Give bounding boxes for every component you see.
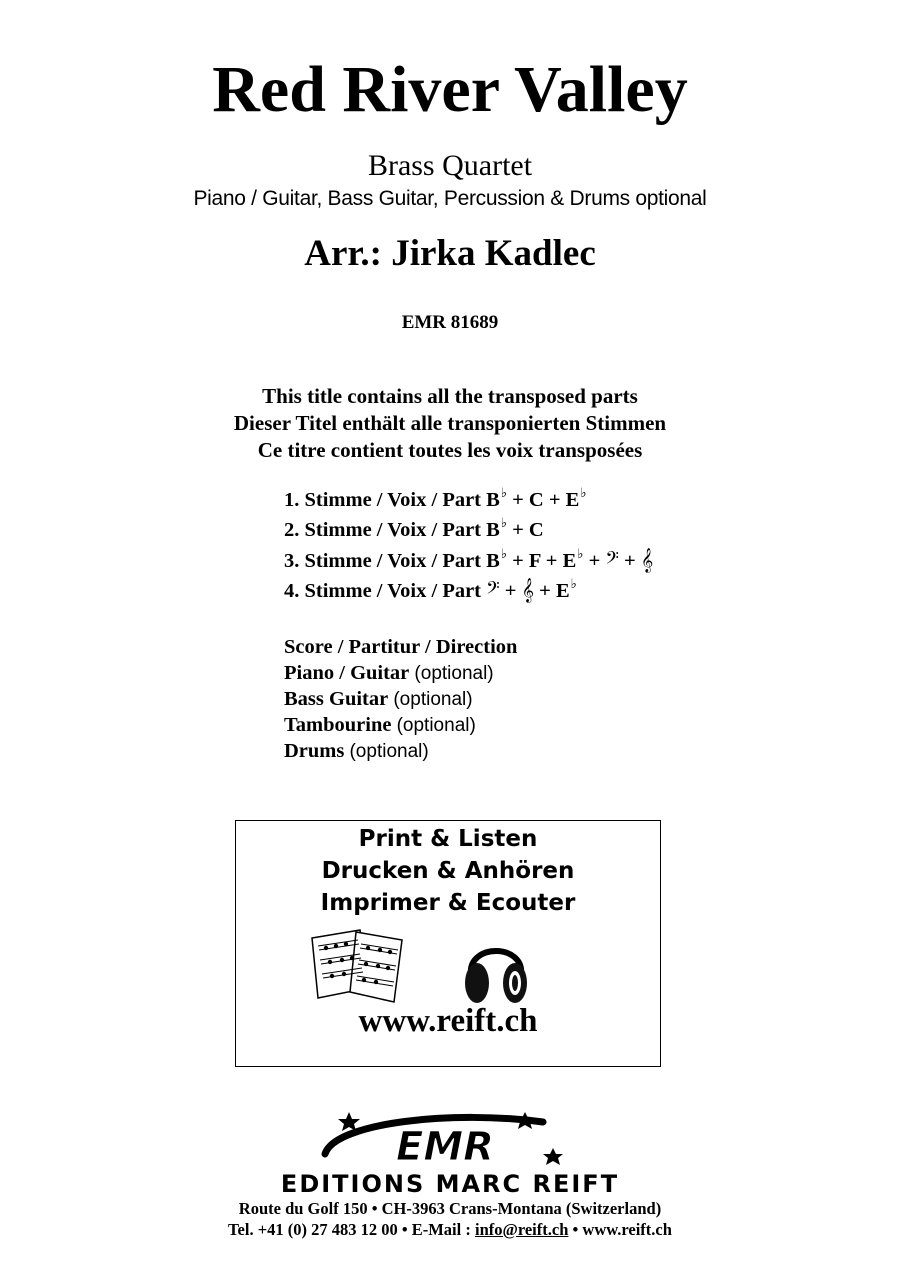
extra-name: Drums <box>284 740 345 762</box>
promo-line: Imprimer & Ecouter <box>320 890 576 916</box>
extra-name: Tambourine <box>284 714 392 736</box>
headphones-icon <box>461 929 531 1009</box>
page-title: Red River Valley <box>212 53 688 126</box>
notice-line-en: This title contains all the transposed parts <box>262 384 638 408</box>
part-label: 1. Stimme / Voix / Part <box>284 489 482 511</box>
email-link[interactable]: info@reift.ch <box>474 1220 569 1239</box>
extra-note: (optional) <box>414 663 494 684</box>
part-label: 3. Stimme / Voix / Part <box>284 550 482 572</box>
extra-item <box>284 738 517 764</box>
extra-name: Bass Guitar <box>284 688 389 710</box>
publisher-contact <box>0 1220 900 1240</box>
emr-logo <box>305 1108 595 1170</box>
part-item <box>284 515 653 545</box>
extra-name: Piano / Guitar <box>284 662 410 684</box>
subtitle: Brass Quartet <box>367 149 533 182</box>
notice-line-de: Dieser Titel enthält alle transponierten Stimmen <box>233 411 667 435</box>
notice-line-fr: Ce titre contient toutes les voix transposées <box>257 438 643 462</box>
promo-lines <box>236 823 660 919</box>
part-keys: B♭ + F + E♭ + 𝄢 + 𝄞 <box>486 547 654 572</box>
promo-line: Print & Listen <box>358 826 538 852</box>
extra-note: (optional) <box>349 741 429 762</box>
contact-website: • www.reift.ch <box>568 1220 672 1239</box>
extra-item <box>284 686 517 712</box>
instrumentation: Piano / Guitar, Bass Guitar, Percussion & Drums optional <box>193 187 707 210</box>
extra-item <box>284 634 517 660</box>
contact-phone: Tel. +41 (0) 27 483 12 00 • E-Mail : <box>228 1220 475 1239</box>
part-keys: 𝄢 + 𝄞 + E♭ <box>486 577 577 602</box>
extra-item <box>284 712 517 738</box>
part-keys: B♭ + C + E♭ <box>486 486 587 511</box>
part-label: 4. Stimme / Voix / Part <box>284 580 482 602</box>
extra-name: Score / Partitur / Direction <box>284 636 518 658</box>
print-listen-box <box>235 820 661 1067</box>
part-keys: B♭ + C <box>486 516 544 541</box>
promo-url: www.reift.ch <box>358 1003 538 1039</box>
extras-list <box>284 634 517 764</box>
part-item <box>284 485 653 515</box>
logo-text: EMR <box>396 1124 494 1170</box>
extra-item <box>284 660 517 686</box>
part-item <box>284 575 653 605</box>
catalog-number: EMR 81689 <box>401 312 499 333</box>
arranger: Arr.: Jirka Kadlec <box>304 233 596 274</box>
promo-line: Drucken & Anhören <box>321 858 575 884</box>
extra-note: (optional) <box>396 715 476 736</box>
transposition-notice <box>0 383 900 464</box>
publisher-name: EDITIONS MARC REIFT <box>280 1170 620 1198</box>
sheet-music-icon <box>306 926 418 1006</box>
parts-list <box>284 485 653 605</box>
part-label: 2. Stimme / Voix / Part <box>284 519 482 541</box>
publisher-address: Route du Golf 150 • CH-3963 Crans-Montana (Switzerland) <box>238 1199 662 1218</box>
extra-note: (optional) <box>393 689 473 710</box>
part-item <box>284 545 653 575</box>
